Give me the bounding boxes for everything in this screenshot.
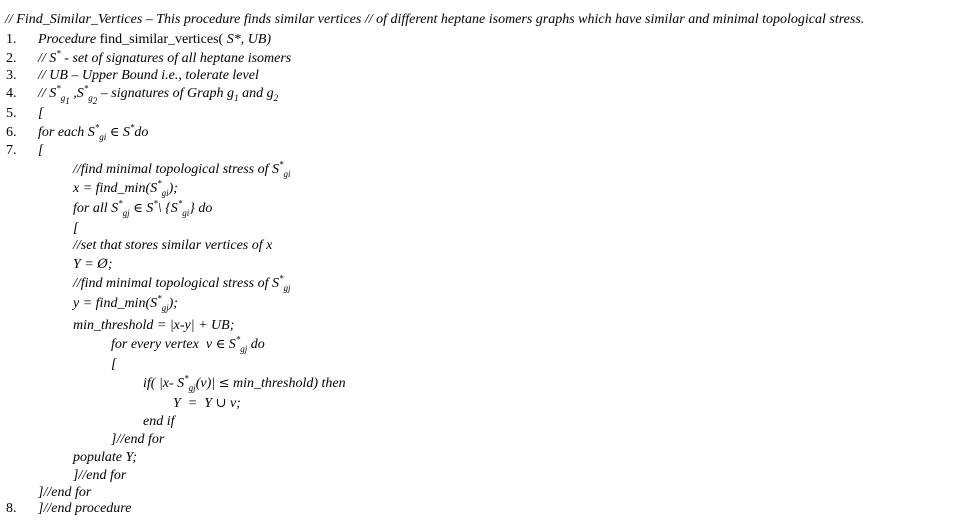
step-number: 2.	[6, 51, 17, 66]
step-number: 7.	[6, 143, 17, 158]
end-for-vertex: ]//end for	[111, 432, 165, 447]
open-bracket: [	[38, 143, 44, 158]
open-bracket: [	[38, 106, 44, 121]
comment-find-min-gj: //find minimal topological stress of $S^*_{gj}$	[73, 273, 291, 293]
union-assign: Υ = Υ ∪ v;	[173, 396, 241, 411]
end-for-each: ]//end for	[38, 485, 92, 500]
populate-set: populate Υ;	[73, 450, 138, 465]
step-number: 3.	[6, 68, 17, 83]
for-all-loop: for all $S^*_{gj}$ ∈ S*\ $\{S^*_{gi}\}$ do	[73, 198, 213, 218]
step-number: 6.	[6, 125, 17, 140]
for-every-vertex-loop: for every vertex v ∈ $S^*_{gj}$ do	[111, 334, 265, 354]
assign-y: $y = find\_\min(S^*_{gj})$;	[73, 293, 178, 313]
for-each-loop: for each $S^*_{gi}$ ∈ S*do	[38, 122, 149, 142]
step-number: 1.	[6, 32, 17, 47]
comment-find-min-gi: //find minimal topological stress of $S^*_{gi}$	[73, 159, 291, 179]
assign-x: $x = find\_\min(S^*_{gi})$;	[73, 178, 178, 198]
procedure-header-comment: // Find_Similar_Vertices – This procedure finds similar vertices // of different heptane isomers graphs which have similar and minimal topological stress.	[5, 12, 865, 27]
init-set: Υ = Ø;	[73, 257, 113, 272]
if-condition: if( |x- $S^*_{gj}(v)|$ ≤ min_threshold) then	[143, 373, 346, 393]
end-procedure: ]//end procedure	[38, 501, 132, 516]
end-for-all: ]//end for	[73, 468, 127, 483]
open-bracket: [	[73, 221, 79, 236]
open-bracket: [	[111, 357, 117, 372]
step-number: 8.	[6, 501, 17, 516]
comment-similar-set: //set that stores similar vertices of x	[73, 238, 273, 253]
end-if: end if	[143, 414, 175, 429]
assign-threshold: min_threshold = |x-y| + UB;	[73, 318, 235, 333]
comment-graph-signatures: // $S^*_{g_1}$ $,S^*_{g_2}$ – signatures of Graph $g_1$ and $g_2$	[38, 83, 279, 106]
comment-upper-bound: // UB – Upper Bound i.e., tolerate level	[38, 68, 259, 83]
comment-signature-set: // S* - set of signatures of all heptane isomers	[38, 48, 292, 66]
procedure-signature: Procedure find_similar_vertices( S*, UB)	[38, 32, 272, 47]
step-number: 4.	[6, 86, 17, 101]
step-number: 5.	[6, 106, 17, 121]
